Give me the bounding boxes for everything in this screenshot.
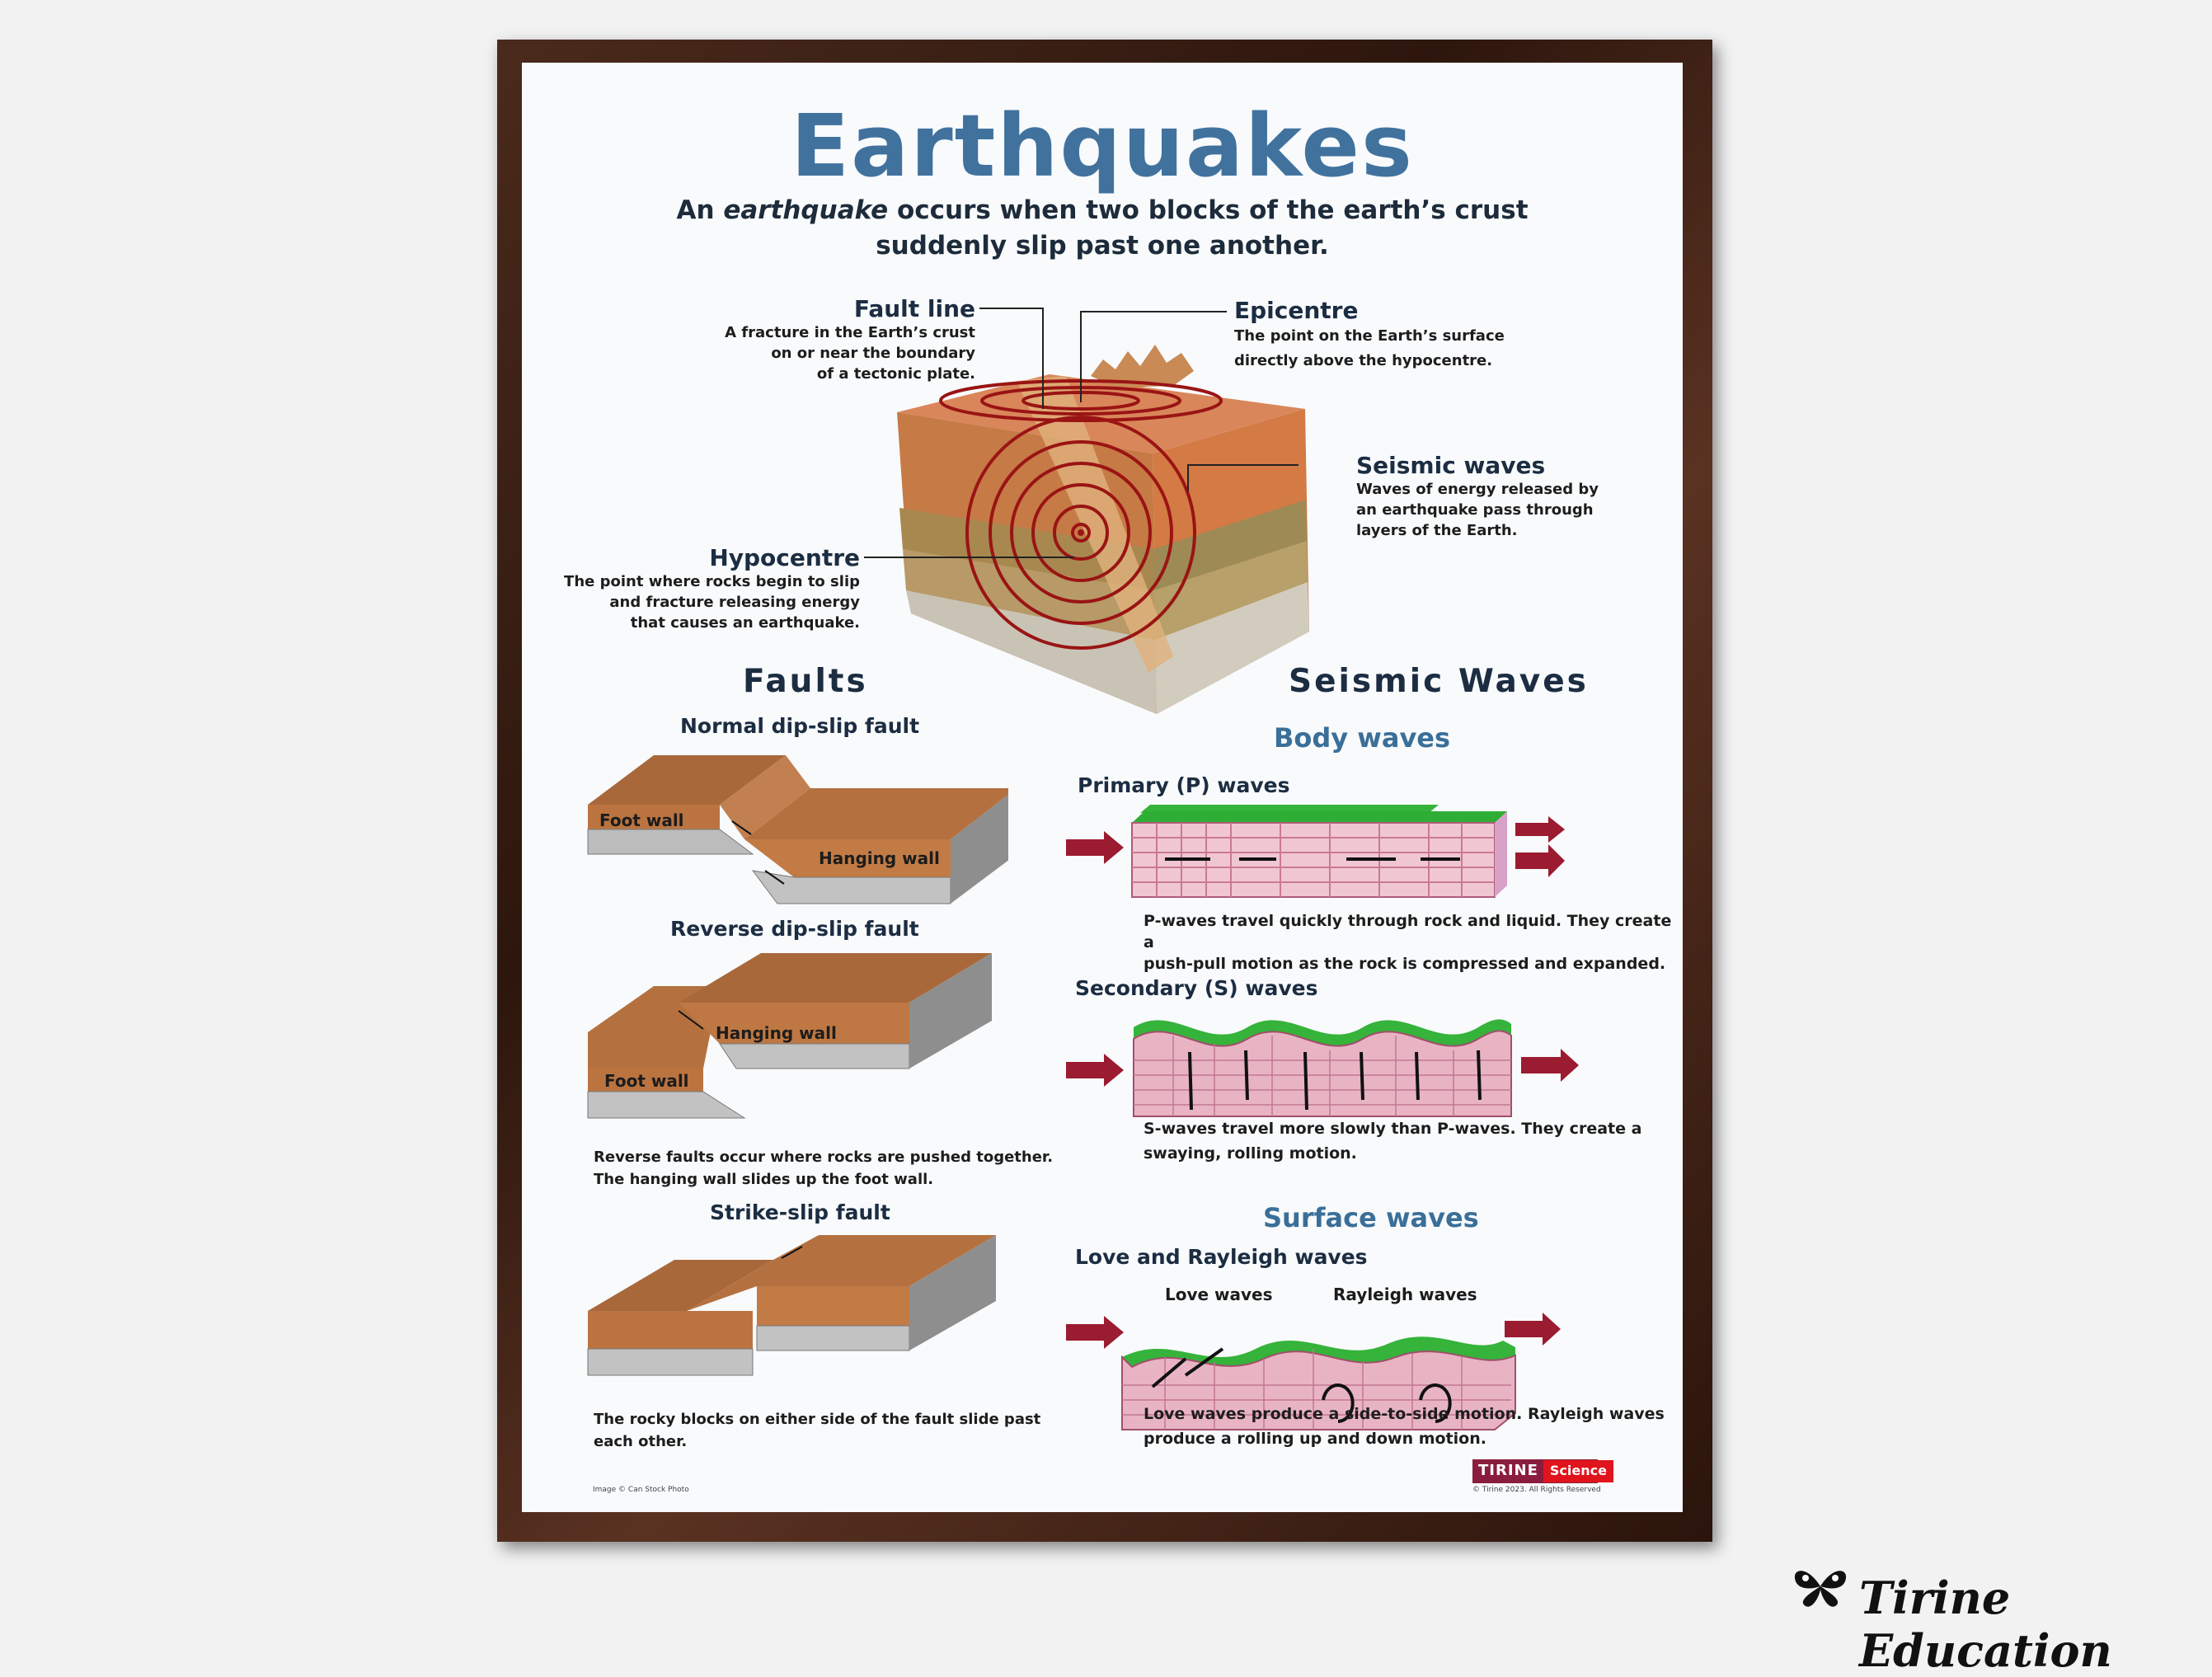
normal-hanging-wall-label: Hanging wall xyxy=(819,848,940,868)
strike-slip-diagram xyxy=(580,1235,1008,1400)
primary-desc-1: P-waves travel quickly through rock and liquid. They create a xyxy=(1144,912,1672,951)
fault-line-title: Fault line xyxy=(853,295,975,322)
body-waves-heading: Body waves xyxy=(1274,722,1451,754)
seismic-waves-text-2: an earthquake pass through xyxy=(1356,501,1594,519)
reverse-desc-1: Reverse faults occur where rocks are pushed together. xyxy=(594,1149,1054,1166)
reverse-foot-wall-label: Foot wall xyxy=(604,1071,689,1091)
love-rayleigh-desc-2: produce a rolling up and down motion. xyxy=(1144,1430,1486,1448)
brand-science: Science xyxy=(1543,1460,1613,1482)
seismic-waves-heading: Seismic Waves xyxy=(1289,663,1589,700)
seismic-waves-text-3: layers of the Earth. xyxy=(1356,522,1518,539)
subtitle-pre: An xyxy=(676,195,724,225)
hypocentre-text-3: that causes an earthquake. xyxy=(630,614,860,632)
love-rayleigh-desc-1: Love waves produce a side-to-side motion. Rayleigh waves xyxy=(1144,1405,1665,1423)
brand-tirine: TIRINE xyxy=(1473,1460,1543,1482)
rayleigh-waves-label: Rayleigh waves xyxy=(1333,1285,1477,1304)
epicentre-label xyxy=(1234,297,1531,373)
primary-waves-desc xyxy=(1144,910,1683,975)
love-rayleigh-title: Love and Rayleigh waves xyxy=(1075,1245,1368,1269)
reverse-fault-desc xyxy=(594,1146,1053,1191)
p-wave-diagram xyxy=(1066,805,1643,904)
s-wave-arrow-in xyxy=(1066,1054,1124,1087)
butterfly-icon xyxy=(1791,1565,1850,1608)
poster xyxy=(522,63,1683,1512)
subtitle-em: earthquake xyxy=(723,195,889,225)
copyright: © Tirine 2023. All Rights Reserved xyxy=(1472,1486,1601,1494)
hypocentre-label xyxy=(538,544,860,633)
strike-slip-desc xyxy=(594,1408,1040,1453)
primary-desc-2: push-pull motion as the rock is compressed and expanded. xyxy=(1144,955,1666,973)
reverse-desc-2: The hanging wall slides up the foot wall. xyxy=(594,1171,934,1188)
poster-title: Earthquakes xyxy=(791,96,1414,196)
fault-line-text-2: on or near the boundary xyxy=(771,345,975,362)
love-rayleigh-desc xyxy=(1144,1402,1665,1451)
image-credit: Image © Can Stock Photo xyxy=(593,1486,689,1494)
hypocentre-title: Hypocentre xyxy=(709,544,860,571)
tirine-science-logo xyxy=(1472,1459,1607,1483)
watermark-signature: Tirine Education xyxy=(1859,1571,2112,1677)
hypocentre-dot xyxy=(1078,529,1084,536)
secondary-desc-2: swaying, rolling motion. xyxy=(1144,1144,1357,1163)
secondary-waves-desc xyxy=(1144,1116,1641,1166)
seismic-waves-title: Seismic waves xyxy=(1356,452,1546,479)
epicentre-title: Epicentre xyxy=(1234,297,1359,324)
seismic-waves-text-1: Waves of energy released by xyxy=(1356,481,1599,498)
fault-line-text-3: of a tectonic plate. xyxy=(816,365,975,383)
subtitle-post: occurs when two blocks of the earth’s crust xyxy=(888,195,1529,225)
normal-foot-wall-label: Foot wall xyxy=(599,810,684,830)
p-wave-arrow-out-1 xyxy=(1515,816,1565,843)
reverse-fault-diagram xyxy=(580,953,1008,1126)
subtitle-line2: suddenly slip past one another. xyxy=(876,231,1329,261)
reverse-fault-title: Reverse dip-slip fault xyxy=(670,917,919,941)
primary-waves-title: Primary (P) waves xyxy=(1078,773,1290,797)
reverse-hanging-wall-label: Hanging wall xyxy=(716,1023,837,1043)
epicentre-text-1: The point on the Earth’s surface xyxy=(1234,327,1505,345)
surface-wave-arrow-in xyxy=(1066,1316,1124,1349)
love-waves-label: Love waves xyxy=(1165,1285,1273,1304)
hypocentre-text-1: The point where rocks begin to slip xyxy=(564,573,860,590)
p-wave-arrow-out-2 xyxy=(1515,844,1565,877)
fault-line-text-1: A fracture in the Earth’s crust xyxy=(725,324,975,341)
fault-line-label xyxy=(670,295,975,384)
surface-waves-heading: Surface waves xyxy=(1263,1202,1479,1233)
strike-desc-1: The rocky blocks on either side of the fault slide past xyxy=(594,1411,1041,1428)
strike-slip-title: Strike-slip fault xyxy=(710,1200,890,1224)
secondary-desc-1: S-waves travel more slowly than P-waves. They create a xyxy=(1144,1120,1642,1138)
secondary-waves-title: Secondary (S) waves xyxy=(1075,976,1318,1000)
faults-heading: Faults xyxy=(743,663,868,700)
normal-fault-title: Normal dip-slip fault xyxy=(680,714,920,738)
s-wave-arrow-out xyxy=(1521,1049,1579,1082)
surface-wave-arrow-out xyxy=(1505,1313,1561,1346)
seismic-waves-label xyxy=(1356,452,1653,541)
p-wave-arrow-in xyxy=(1066,831,1124,864)
epicentre-text-2: directly above the hypocentre. xyxy=(1234,352,1493,369)
normal-fault-diagram xyxy=(580,747,1008,912)
hypocentre-text-2: and fracture releasing energy xyxy=(609,594,860,611)
strike-desc-2: each other. xyxy=(594,1433,688,1450)
